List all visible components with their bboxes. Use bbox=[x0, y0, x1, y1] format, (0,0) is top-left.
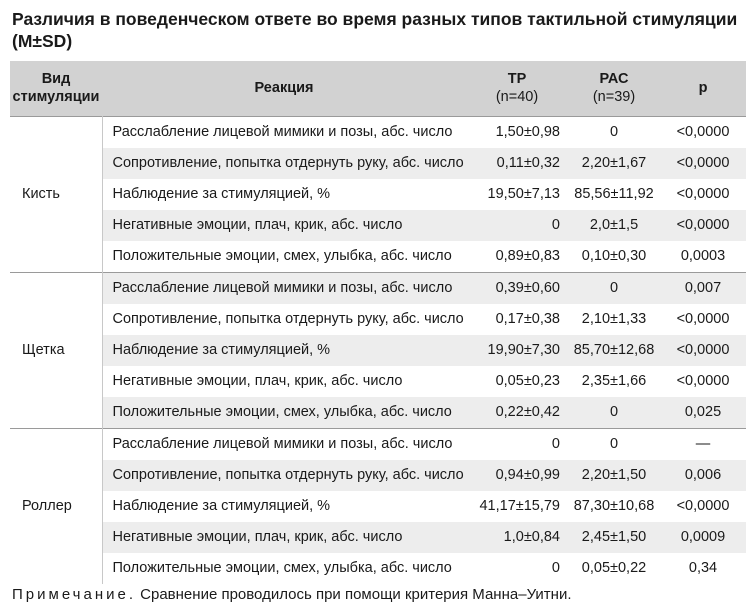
header-pac-label: РАС bbox=[599, 71, 629, 88]
reaction-cell: Наблюдение за стимуляцией, % bbox=[102, 491, 466, 522]
reaction-cell: Негативные эмоции, плач, крик, абс. число bbox=[102, 366, 466, 397]
tp-value-cell: 19,50±7,13 bbox=[466, 179, 568, 210]
header-pac bbox=[568, 61, 660, 116]
footnote bbox=[12, 586, 572, 603]
reaction-cell: Расслабление лицевой мимики и позы, абс. число bbox=[102, 116, 466, 148]
header-stim-type-line1: Вид bbox=[41, 71, 71, 88]
tp-value-cell: 1,0±0,84 bbox=[466, 522, 568, 553]
reaction-cell: Расслабление лицевой мимики и позы, абс. число bbox=[102, 428, 466, 460]
table-row bbox=[10, 304, 746, 335]
tp-value-cell: 0 bbox=[466, 553, 568, 584]
reaction-cell: Расслабление лицевой мимики и позы, абс. число bbox=[102, 272, 466, 304]
tp-value-cell: 1,50±0,98 bbox=[466, 116, 568, 148]
pac-value-cell: 0 bbox=[568, 397, 660, 429]
tp-value-cell: 0 bbox=[466, 210, 568, 241]
header-tp bbox=[466, 61, 568, 116]
p-value-cell: <0,0000 bbox=[660, 335, 746, 366]
pac-value-cell: 2,35±1,66 bbox=[568, 366, 660, 397]
results-table bbox=[10, 61, 746, 584]
pac-value-cell: 2,45±1,50 bbox=[568, 522, 660, 553]
pac-value-cell: 0,10±0,30 bbox=[568, 241, 660, 273]
reaction-cell: Положительные эмоции, смех, улыбка, абс. число bbox=[102, 553, 466, 584]
group-label: Кисть bbox=[10, 116, 102, 272]
table-row bbox=[10, 210, 746, 241]
pac-value-cell: 2,0±1,5 bbox=[568, 210, 660, 241]
reaction-cell: Положительные эмоции, смех, улыбка, абс. число bbox=[102, 241, 466, 273]
pac-value-cell: 0 bbox=[568, 428, 660, 460]
header-stim-type-line2: стимуляции bbox=[12, 89, 100, 106]
table-row bbox=[10, 460, 746, 491]
table-row bbox=[10, 522, 746, 553]
p-value-cell: <0,0000 bbox=[660, 179, 746, 210]
header-stim-type bbox=[10, 61, 102, 116]
reaction-cell: Наблюдение за стимуляцией, % bbox=[102, 335, 466, 366]
tp-value-cell: 0 bbox=[466, 428, 568, 460]
reaction-cell: Наблюдение за стимуляцией, % bbox=[102, 179, 466, 210]
pac-value-cell: 2,10±1,33 bbox=[568, 304, 660, 335]
p-value-cell: 0,34 bbox=[660, 553, 746, 584]
table-row bbox=[10, 491, 746, 522]
p-value-cell: — bbox=[660, 428, 746, 460]
group-label: Роллер bbox=[10, 428, 102, 584]
p-value-cell: <0,0000 bbox=[660, 491, 746, 522]
table-row bbox=[10, 241, 746, 273]
table-row bbox=[10, 148, 746, 179]
reaction-cell: Сопротивление, попытка отдернуть руку, абс. число bbox=[102, 460, 466, 491]
p-value-cell: 0,006 bbox=[660, 460, 746, 491]
group-label: Щетка bbox=[10, 272, 102, 428]
reaction-cell: Сопротивление, попытка отдернуть руку, абс. число bbox=[102, 304, 466, 335]
pac-value-cell: 0 bbox=[568, 116, 660, 148]
p-value-cell: <0,0000 bbox=[660, 148, 746, 179]
tp-value-cell: 0,94±0,99 bbox=[466, 460, 568, 491]
table-row bbox=[10, 272, 746, 304]
tp-value-cell: 0,11±0,32 bbox=[466, 148, 568, 179]
reaction-cell: Негативные эмоции, плач, крик, абс. число bbox=[102, 522, 466, 553]
p-value-cell: <0,0000 bbox=[660, 116, 746, 148]
header-pac-n: (n=39) bbox=[592, 89, 636, 106]
table-row bbox=[10, 335, 746, 366]
tp-value-cell: 0,89±0,83 bbox=[466, 241, 568, 273]
p-value-cell: <0,0000 bbox=[660, 366, 746, 397]
pac-value-cell: 0 bbox=[568, 272, 660, 304]
p-value-cell: <0,0000 bbox=[660, 304, 746, 335]
pac-value-cell: 85,56±11,92 bbox=[568, 179, 660, 210]
footnote-label: Примечание. bbox=[12, 586, 136, 603]
p-value-cell: 0,0009 bbox=[660, 522, 746, 553]
p-value-cell: 0,007 bbox=[660, 272, 746, 304]
pac-value-cell: 87,30±10,68 bbox=[568, 491, 660, 522]
table-row bbox=[10, 397, 746, 429]
page-title: Различия в поведенческом ответе во время разных типов тактильной стимуляции (M±SD) bbox=[12, 9, 738, 51]
table-row bbox=[10, 553, 746, 584]
footnote-text: Сравнение проводилось при помощи критерия Манна–Уитни. bbox=[136, 586, 572, 603]
pac-value-cell: 2,20±1,67 bbox=[568, 148, 660, 179]
p-value-cell: 0,0003 bbox=[660, 241, 746, 273]
pac-value-cell: 85,70±12,68 bbox=[568, 335, 660, 366]
tp-value-cell: 19,90±7,30 bbox=[466, 335, 568, 366]
tp-value-cell: 0,05±0,23 bbox=[466, 366, 568, 397]
header-reaction: Реакция bbox=[254, 80, 314, 97]
header-tp-n: (n=40) bbox=[495, 89, 539, 106]
tp-value-cell: 0,17±0,38 bbox=[466, 304, 568, 335]
table-row bbox=[10, 366, 746, 397]
tp-value-cell: 0,39±0,60 bbox=[466, 272, 568, 304]
header-tp-label: ТР bbox=[507, 71, 527, 88]
reaction-cell: Сопротивление, попытка отдернуть руку, абс. число bbox=[102, 148, 466, 179]
table-row bbox=[10, 179, 746, 210]
table-row bbox=[10, 428, 746, 460]
table-header-row bbox=[10, 61, 746, 116]
header-p: p bbox=[698, 80, 708, 97]
reaction-cell: Положительные эмоции, смех, улыбка, абс. число bbox=[102, 397, 466, 429]
table-row bbox=[10, 116, 746, 148]
p-value-cell: <0,0000 bbox=[660, 210, 746, 241]
pac-value-cell: 0,05±0,22 bbox=[568, 553, 660, 584]
p-value-cell: 0,025 bbox=[660, 397, 746, 429]
reaction-cell: Негативные эмоции, плач, крик, абс. число bbox=[102, 210, 466, 241]
tp-value-cell: 0,22±0,42 bbox=[466, 397, 568, 429]
tp-value-cell: 41,17±15,79 bbox=[466, 491, 568, 522]
pac-value-cell: 2,20±1,50 bbox=[568, 460, 660, 491]
